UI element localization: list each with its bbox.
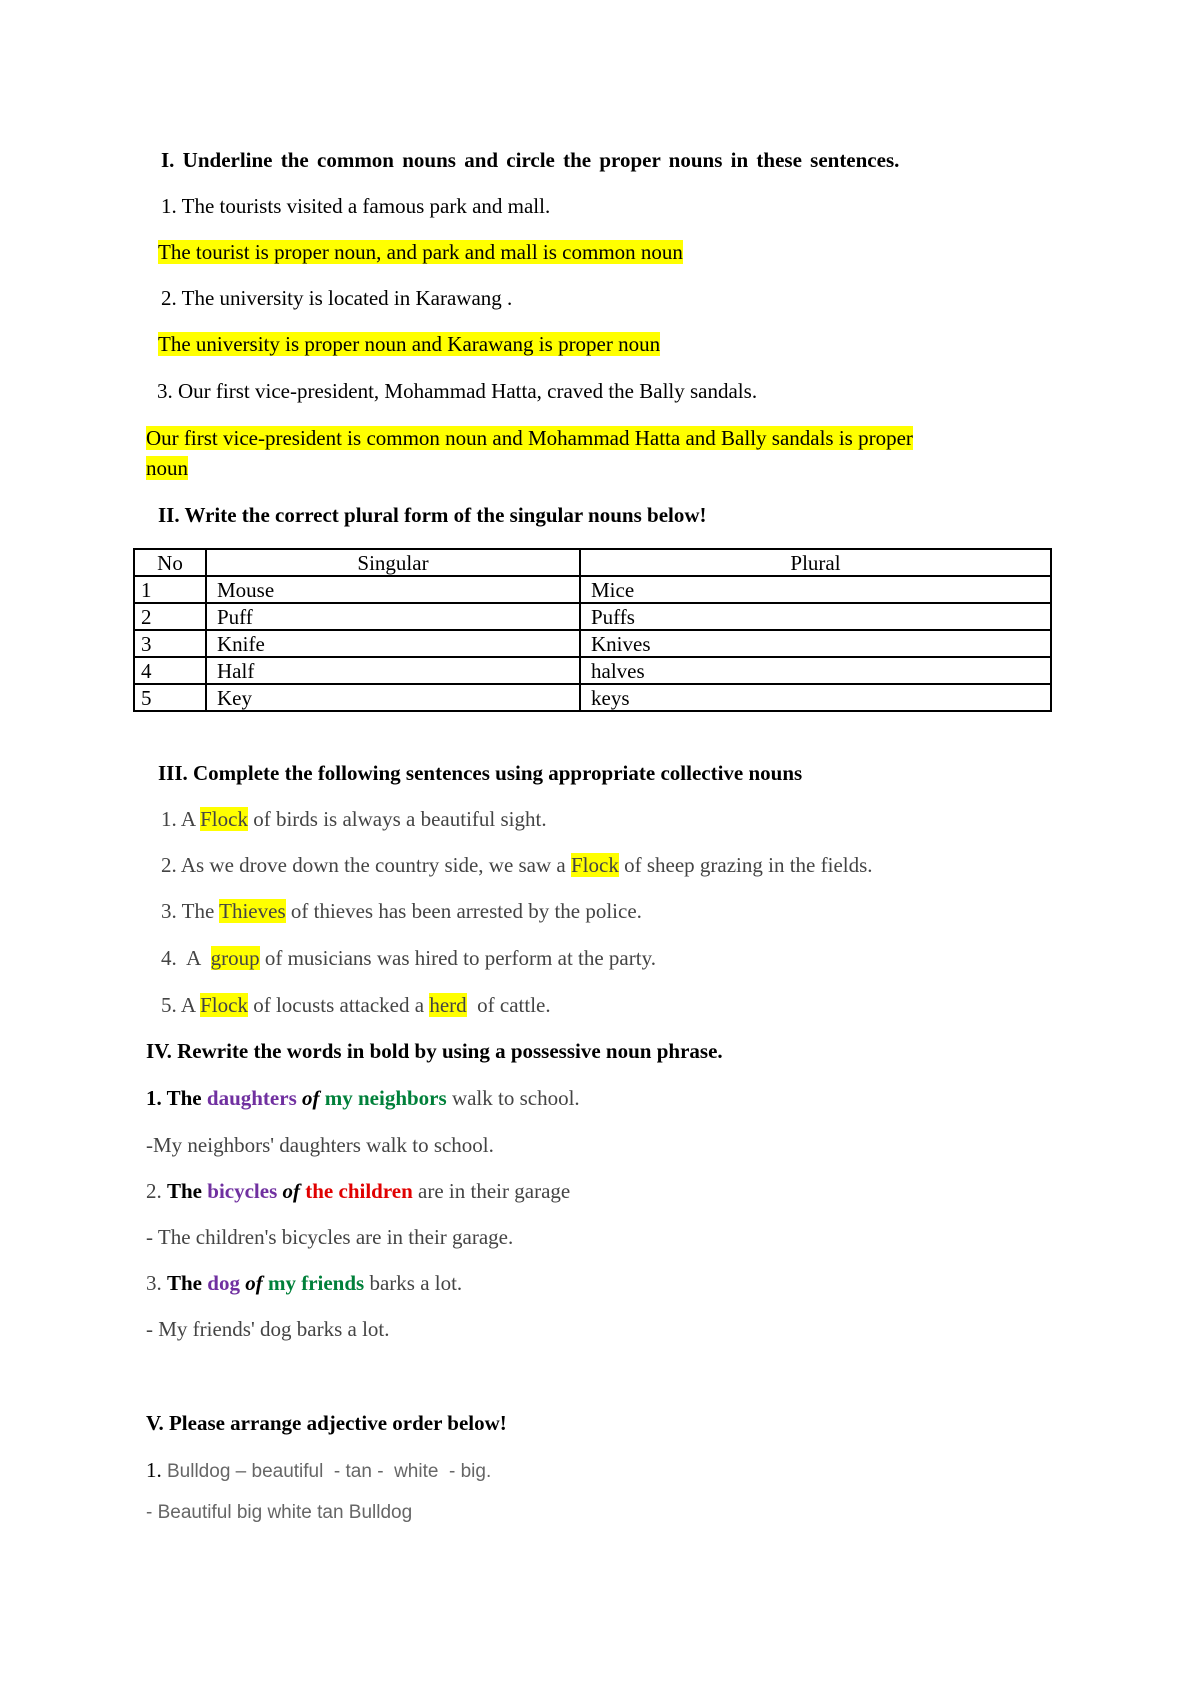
answer-highlight: group bbox=[210, 946, 260, 970]
answer-highlight: Flock bbox=[200, 993, 248, 1017]
section-1-heading: I. Underline the common nouns and circle the proper nouns in these sentences. bbox=[161, 148, 900, 172]
section-5-answer-1: - Beautiful big white tan Bulldog bbox=[146, 1502, 413, 1523]
section-1-question-3: 3. Our first vice-president, Mohammad Hatta, craved the Bally sandals. bbox=[157, 379, 758, 403]
owner-noun: my friends bbox=[267, 1271, 365, 1295]
sentence-text: are in their garage bbox=[412, 1179, 571, 1203]
table-cell-singular: Knife bbox=[206, 630, 580, 657]
section-4-answer-3: - My friends' dog barks a lot. bbox=[146, 1317, 390, 1341]
table-cell-no: 1 bbox=[134, 576, 206, 603]
section-5-heading: V. Please arrange adjective order below! bbox=[146, 1411, 507, 1435]
possessed-noun: daughters bbox=[206, 1086, 297, 1110]
section-2-heading: II. Write the correct plural form of the singular nouns below! bbox=[158, 503, 707, 527]
section-3-sentence-1 bbox=[161, 806, 547, 832]
possessed-noun: dog bbox=[207, 1271, 240, 1295]
question-text: Bulldog – beautiful - tan - white - big. bbox=[167, 1461, 492, 1482]
table-header-plural: Plural bbox=[580, 549, 1051, 576]
table-cell-no: 4 bbox=[134, 657, 206, 684]
table-cell-no: 5 bbox=[134, 684, 206, 711]
section-3-heading: III. Complete the following sentences using appropriate collective nouns bbox=[158, 761, 803, 785]
table-cell-plural: Mice bbox=[580, 576, 1051, 603]
question-number: 3. bbox=[146, 1271, 167, 1295]
sentence-text: 2. As we drove down the country side, we saw a bbox=[161, 853, 571, 877]
table-cell-plural: Knives bbox=[580, 630, 1051, 657]
owner-noun: my neighbors bbox=[324, 1086, 447, 1110]
section-1-answer-3-line-2: noun bbox=[146, 456, 188, 480]
sentence-text: of locusts attacked a bbox=[247, 993, 430, 1017]
section-4-question-3 bbox=[146, 1270, 462, 1296]
question-of: of bbox=[277, 1179, 306, 1203]
sentence-text: 5. A bbox=[161, 993, 201, 1017]
section-1-answer-3-line-1: Our first vice-president is common noun and Mohammad Hatta and Bally sandals is proper bbox=[146, 426, 913, 450]
section-3-sentence-3 bbox=[161, 898, 642, 924]
table-row bbox=[134, 630, 1051, 657]
table-header-no: No bbox=[134, 549, 206, 576]
table-cell-no: 3 bbox=[134, 630, 206, 657]
section-1-question-2: 2. The university is located in Karawang . bbox=[161, 286, 513, 310]
sentence-text: of birds is always a beautiful sight. bbox=[247, 807, 547, 831]
owner-noun: the children bbox=[305, 1179, 413, 1203]
table-cell-plural: keys bbox=[580, 684, 1051, 711]
table-cell-no: 2 bbox=[134, 603, 206, 630]
question-the: The bbox=[167, 1271, 208, 1295]
table-cell-singular: Half bbox=[206, 657, 580, 684]
sentence-text: 3. The bbox=[161, 899, 220, 923]
sentence-text: walk to school. bbox=[446, 1086, 580, 1110]
question-number: 1. bbox=[146, 1458, 167, 1482]
sentence-text: of cattle. bbox=[466, 993, 551, 1017]
section-1-question-1: 1. The tourists visited a famous park and mall. bbox=[161, 194, 551, 218]
question-the: The bbox=[166, 1086, 207, 1110]
table-row bbox=[134, 603, 1051, 630]
question-of: of bbox=[239, 1271, 268, 1295]
table-row bbox=[134, 657, 1051, 684]
question-the: The bbox=[167, 1179, 208, 1203]
section-5-question-1 bbox=[146, 1457, 491, 1485]
question-number: 1. bbox=[146, 1086, 167, 1110]
table-header-row bbox=[134, 549, 1051, 576]
section-4-question-2 bbox=[146, 1178, 570, 1204]
section-1-answer-2: The university is proper noun and Karawang is proper noun bbox=[158, 332, 661, 356]
table-cell-plural: Puffs bbox=[580, 603, 1051, 630]
section-1-answer-1: The tourist is proper noun, and park and mall is common noun bbox=[158, 240, 683, 264]
table-row bbox=[134, 576, 1051, 603]
table-row bbox=[134, 684, 1051, 711]
section-3-sentence-2 bbox=[161, 852, 873, 878]
answer-highlight: Thieves bbox=[219, 899, 286, 923]
answer-highlight: Flock bbox=[571, 853, 619, 877]
sentence-text: of musicians was hired to perform at the party. bbox=[259, 946, 656, 970]
sentence-text: barks a lot. bbox=[364, 1271, 463, 1295]
table-cell-singular: Key bbox=[206, 684, 580, 711]
sentence-text: of thieves has been arrested by the police. bbox=[285, 899, 642, 923]
section-3-sentence-5 bbox=[161, 992, 551, 1018]
section-4-answer-2: - The children's bicycles are in their garage. bbox=[146, 1225, 514, 1249]
sentence-text: 4. A bbox=[161, 946, 211, 970]
sentence-text: of sheep grazing in the fields. bbox=[618, 853, 873, 877]
answer-highlight: herd bbox=[429, 993, 467, 1017]
section-4-question-1 bbox=[146, 1085, 580, 1111]
section-4-answer-1: -My neighbors' daughters walk to school. bbox=[146, 1133, 494, 1157]
question-number: 2. bbox=[146, 1179, 167, 1203]
sentence-text: 1. A bbox=[161, 807, 201, 831]
table-header-singular: Singular bbox=[206, 549, 580, 576]
table-cell-singular: Mouse bbox=[206, 576, 580, 603]
table-cell-singular: Puff bbox=[206, 603, 580, 630]
section-4-heading: IV. Rewrite the words in bold by using a possessive noun phrase. bbox=[146, 1039, 723, 1063]
possessed-noun: bicycles bbox=[207, 1179, 278, 1203]
plural-table bbox=[133, 548, 1052, 712]
answer-highlight: Flock bbox=[200, 807, 248, 831]
question-of: of bbox=[296, 1086, 325, 1110]
table-cell-plural: halves bbox=[580, 657, 1051, 684]
section-3-sentence-4 bbox=[161, 945, 656, 971]
